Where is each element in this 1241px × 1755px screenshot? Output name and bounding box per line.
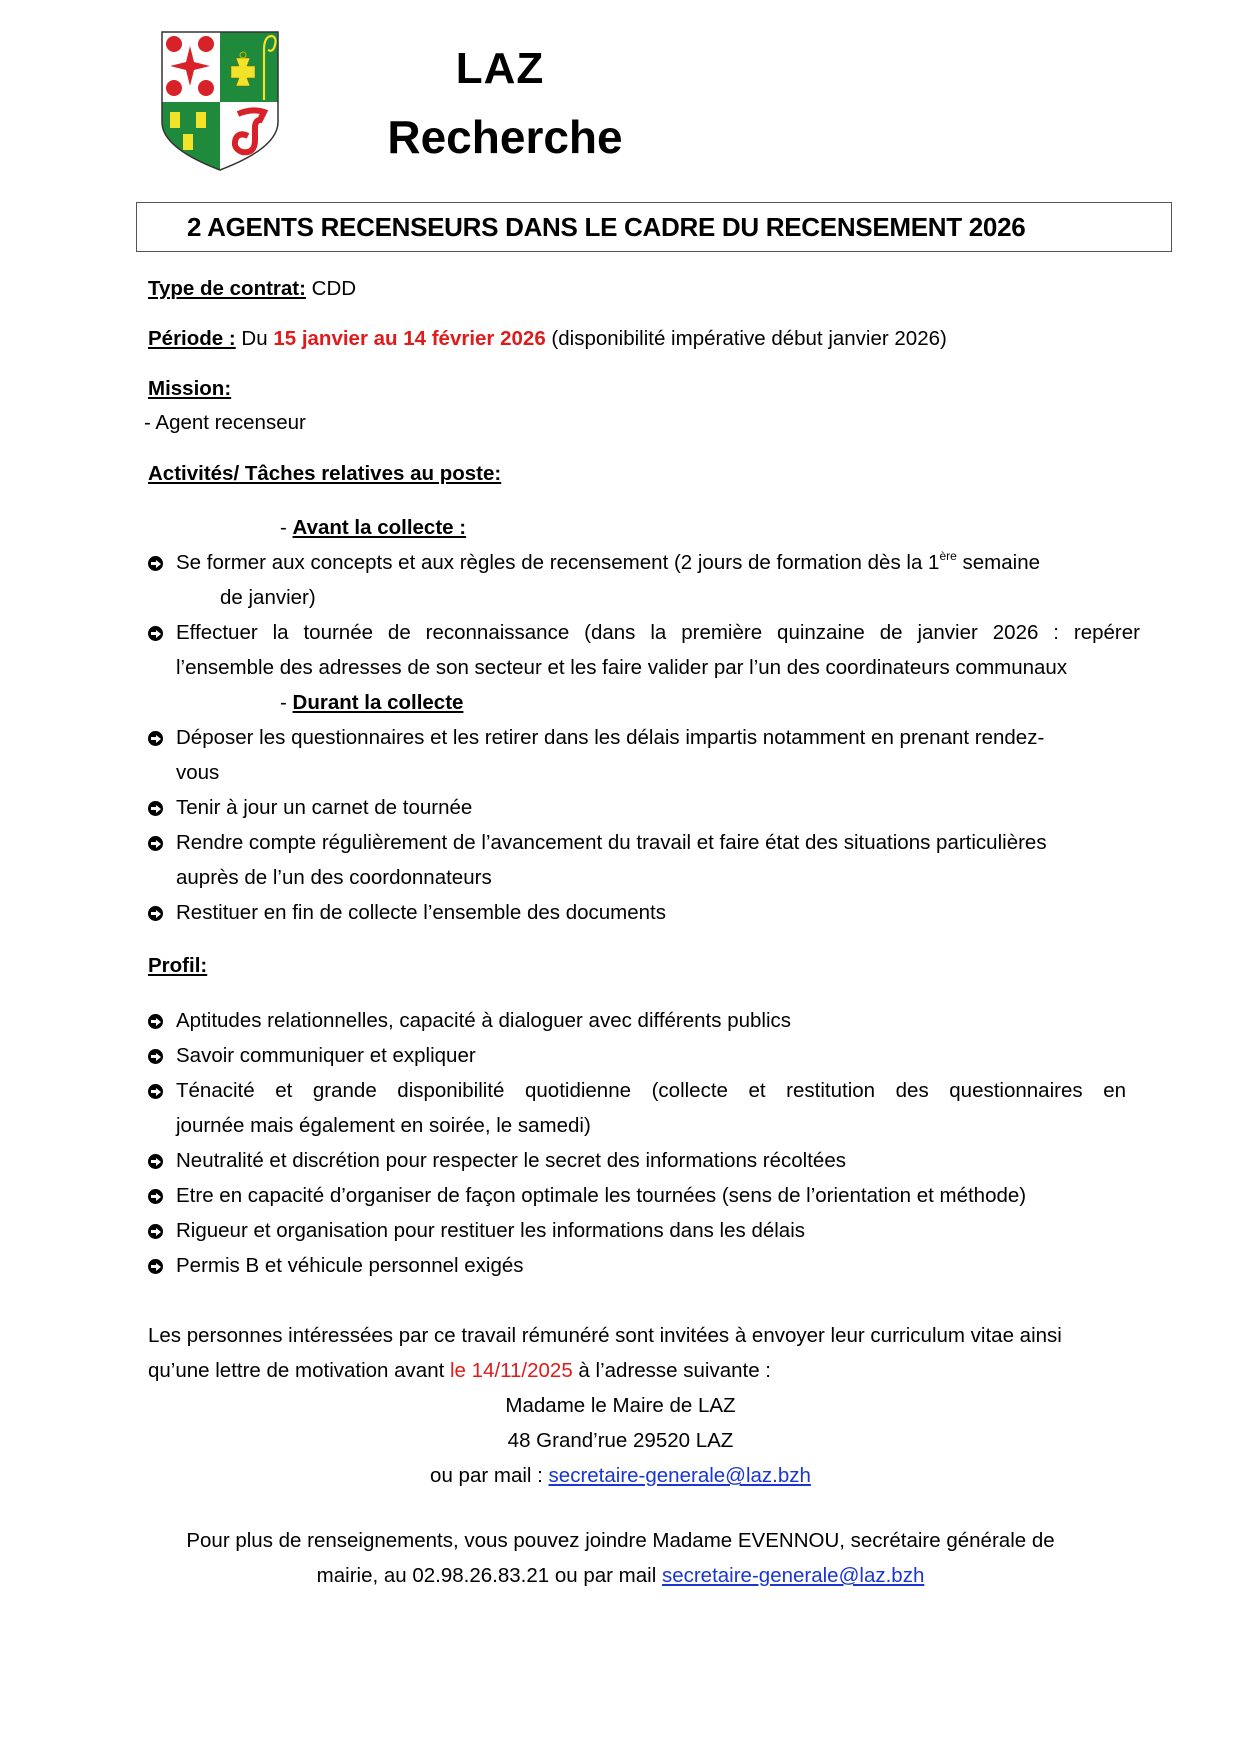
arrow-bullet-icon [148, 1084, 163, 1099]
arrow-bullet-icon [148, 1154, 163, 1169]
list-item-text: Déposer les questionnaires et les retirer dans les délais impartis notamment en prenant rendez- [176, 726, 1045, 749]
contact-text-line2: mairie, au 02.98.26.83.21 ou par mail secretaire-generale@laz.bzh [316, 1564, 925, 1587]
period-dates: 15 janvier au 14 février 2026 [273, 327, 546, 350]
arrow-bullet-icon [148, 556, 163, 571]
arrow-bullet-icon [148, 626, 163, 641]
profile-heading [148, 952, 207, 980]
mission-value: - Agent recenseur [144, 411, 306, 434]
application-text-line2: qu’une lettre de motivation avant le 14/11/2025 à l’adresse suivante : [148, 1359, 772, 1382]
list-item-text: Restituer en fin de collecte l’ensemble des documents [176, 901, 666, 924]
contract-type-row [148, 275, 356, 303]
subheading-during-collection [280, 689, 463, 717]
arrow-bullet-icon [148, 1189, 163, 1204]
page-title-recherche: Recherche [387, 111, 623, 163]
subheading-before-label: Avant la collecte : [292, 516, 467, 539]
list-item-text: Rigueur et organisation pour restituer les informations dans les délais [176, 1219, 806, 1242]
activities-heading [148, 460, 501, 488]
application-text-line1: Les personnes intéressées par ce travail rémunéré sont invitées à envoyer leur curriculum vitae ainsi [148, 1324, 1062, 1347]
list-item-text: Savoir communiquer et expliquer [176, 1044, 476, 1067]
arrow-bullet-icon [148, 801, 163, 816]
list-item-text: Tenir à jour un carnet de tournée [176, 796, 473, 819]
page-title-laz: LAZ [455, 44, 545, 93]
arrow-bullet-icon [148, 1259, 163, 1274]
application-deadline: le 14/11/2025 [450, 1359, 573, 1382]
arrow-bullet-icon [148, 1014, 163, 1029]
subheading-dash: - [280, 691, 293, 714]
list-item-continuation: auprès de l’un des coordonnateurs [176, 866, 492, 889]
list-item-text: Neutralité et discrétion pour respecter le secret des informations récoltées [176, 1149, 846, 1172]
mission-label: Mission: [148, 377, 232, 400]
period-note: (disponibilité impérative début janvier 2026) [545, 327, 947, 350]
list-item-text: Permis B et véhicule personnel exigés [176, 1254, 524, 1277]
contact-text-line1: Pour plus de renseignements, vous pouvez joindre Madame EVENNOU, secrétaire générale de [186, 1529, 1055, 1552]
profile-label: Profil: [148, 954, 208, 977]
recipient-email-row: ou par mail : secretaire-generale@laz.bzh [430, 1464, 811, 1487]
contract-type-label: Type de contrat: [148, 277, 306, 300]
arrow-bullet-icon [148, 1049, 163, 1064]
email-link[interactable]: secretaire-generale@laz.bzh [548, 1464, 811, 1487]
subheading-before-collection [280, 514, 466, 542]
list-item-continuation: journée mais également en soirée, le samedi) [176, 1114, 591, 1137]
mission-heading [148, 375, 231, 403]
arrow-bullet-icon [148, 1224, 163, 1239]
recipient-name: Madame le Maire de LAZ [505, 1394, 736, 1417]
period-row [148, 325, 947, 353]
job-title-box [136, 202, 1172, 252]
subheading-dash: - [280, 516, 293, 539]
list-item-text: Rendre compte régulièrement de l’avancement du travail et faire état des situations particulières [176, 831, 1047, 854]
subheading-during-label: Durant la collecte [292, 691, 464, 714]
list-item-text: Effectuer la tournée de reconnaissance (dans la première quinzaine de janvier 2026 : repérer [176, 621, 1140, 644]
recipient-address: 48 Grand’rue 29520 LAZ [507, 1429, 734, 1452]
list-item-continuation: de janvier) [220, 586, 316, 609]
list-item-text: Aptitudes relationnelles, capacité à dialoguer avec différents publics [176, 1009, 791, 1032]
list-item-text: Se former aux concepts et aux règles de recensement (2 jours de formation dès la 1ère semaine [176, 549, 1040, 574]
contract-type-value: CDD [305, 277, 357, 300]
list-item-text: Etre en capacité d’organiser de façon optimale les tournées (sens de l’orientation et méthode) [176, 1184, 1027, 1207]
period-prefix: Du [235, 327, 274, 350]
list-item-continuation: vous [176, 761, 220, 784]
crest-icon [160, 30, 280, 172]
list-item-continuation: l’ensemble des adresses de son secteur et les faire valider par l’un des coordinateurs communaux [176, 656, 1068, 679]
arrow-bullet-icon [148, 836, 163, 851]
contact-email-link[interactable]: secretaire-generale@laz.bzh [661, 1564, 925, 1587]
activities-label: Activités/ Tâches relatives au poste: [148, 462, 502, 485]
coat-of-arms-logo [160, 30, 280, 172]
arrow-bullet-icon [148, 731, 163, 746]
arrow-bullet-icon [148, 906, 163, 921]
list-item-text: Ténacité et grande disponibilité quotidienne (collecte et restitution des questionnaires en [176, 1079, 1126, 1102]
job-title: 2 AGENTS RECENSEURS DANS LE CADRE DU RECENSEMENT 2026 [187, 212, 1026, 242]
period-label: Période : [148, 327, 236, 350]
